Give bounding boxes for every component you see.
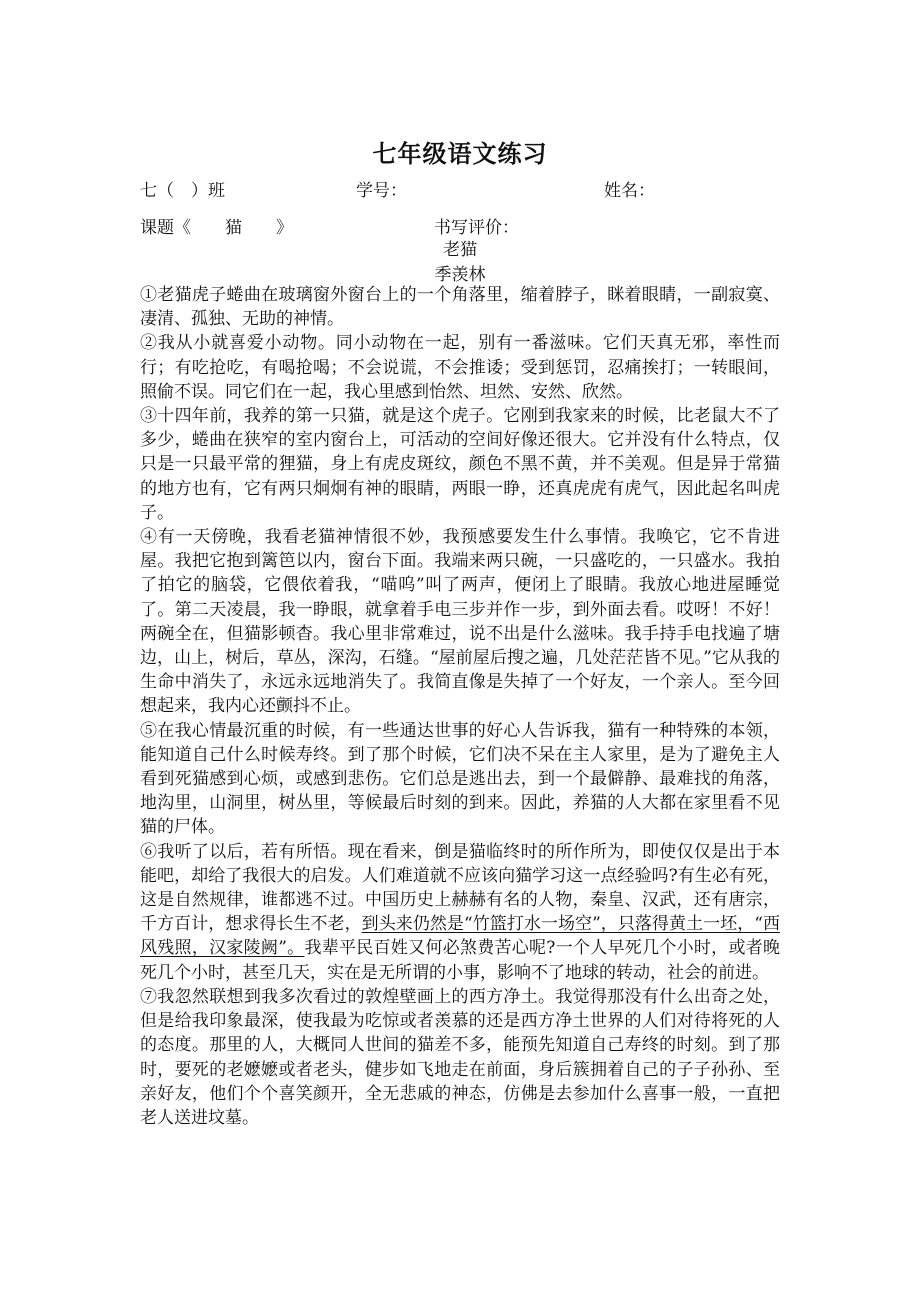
class-field-label: 七（ ）班 <box>140 181 225 201</box>
name-field-label: 姓名： <box>604 181 655 201</box>
worksheet-title: 七年级语文练习 <box>372 140 548 169</box>
paragraph-2: ②我从小就喜爱小动物。同小动物在一起，别有一番滋味。它们天真无邪，率性而行；有吃抢吃，有喝抢喝；不会说谎，不会推诿；受到惩罚，忍痛挨打；一转眼间，照偷不误。同它们在一起，我心里感到怡然、坦然、安然、欣然。 <box>140 333 780 402</box>
writing-evaluation-label: 书写评价： <box>434 218 519 238</box>
article-title: 老猫 <box>443 240 477 260</box>
lesson-topic-label: 课题《 猫 》 <box>140 218 293 238</box>
paragraph-1: ①老猫虎子蜷曲在玻璃窗外窗台上的一个角落里，缩着脖子，眯着眼睛，一副寂寞、凄清、孤独、无助的神情。 <box>140 285 780 330</box>
article-body <box>140 283 780 1130</box>
paragraph-5: ⑤在我心情最沉重的时候，有一些通达世事的好心人告诉我，猫有一种特殊的本领，能知道自己什么时候寿终。到了那个时候，它们决不呆在主人家里，是为了避免主人看到死猫感到心烦，或感到悲伤。它们总是逃出去，到一个最僻静、最难找的角落，地沟里，山洞里，树丛里，等候最后时刻的到来。因此，养猫的人大都在家里看不见猫的尸体。 <box>140 720 780 838</box>
paragraph-4: ④有一天傍晚，我看老猫神情很不妙，我预感要发生什么事情。我唤它，它不肯进屋。我把它抱到篱笆以内，窗台下面。我端来两只碗，一只盛吃的，一只盛水。我拍了拍它的脑袋，它偎依着我，“喵呜”叫了两声，便闭上了眼睛。我放心地进屋睡觉了。第二天凌晨，我一睁眼，就拿着手电三步并作一步，到外面去看。哎呀！不好！两碗全在，但猫影顿杳。我心里非常难过，说不出是什么滋味。我手持手电找遍了塘边，山上，树后，草丛，深沟，石缝。“屋前屋后搜之遍，几处茫茫皆不见。”它从我的生命中消失了，永远永远地消失了。我简直像是失掉了一个好友，一个亲人。至今回想起来，我内心还颤抖不止。 <box>140 527 780 717</box>
article-author: 季羡林 <box>434 265 486 285</box>
paragraph-6-text-after: 我辈平民百姓又何必煞费苦心呢?一个人早死几个小时，或者晚死几个小时，甚至几天，实在是无所谓的小事，影响不了地球的转动，社会的前进。 <box>140 938 780 983</box>
paragraph-7: ⑦我忽然联想到我多次看过的敦煌壁画上的西方净土。我觉得那没有什么出奇之处，但是给我印象最深，使我最为吃惊或者羡慕的还是西方净土世界的人们对待将死的人的态度。那里的人，大概同人世间的猫差不多，能预先知道自己寿终的时刻。到了那时，要死的老嬷嬷或者老头，健步如飞地走在前面，身后簇拥着自己的子子孙孙、至亲好友，他们个个喜笑颜开，全无悲戚的神态，仿佛是去参加什么喜事一般，一直把老人送进坟墓。 <box>140 986 780 1128</box>
paragraph-3: ③十四年前，我养的第一只猫，就是这个虎子。它刚到我家来的时候，比老鼠大不了多少，蜷曲在狭窄的室内窗台上，可活动的空间好像还很大。它并没有什么特点，仅只是一只最平常的狸猫，身上有虎皮斑纹，颜色不黑不黄，并不美观。但是异于常猫的地方也有，它有两只炯炯有神的眼睛，两眼一睁，还真虎虎有虎气，因此起名叫虎子。 <box>140 406 780 523</box>
underlined-sentence: 到头来仍然是“竹篮打水一场空”，只落得黄土一坯，“西风残照，汉家陵阙”。 <box>140 914 781 959</box>
paragraph-6 <box>140 840 780 985</box>
student-id-field-label: 学号： <box>356 181 407 201</box>
paragraph-6-text-before: ⑥我听了以后，若有所悟。现在看来，倒是猫临终时的所作所为，即使仅仅是出于本能吧，却给了我很大的启发。人们难道就不应该向猫学习这一点经验吗?有生必有死，这是自然规律，谁都逃不过。中国历史上赫赫有名的人物，秦皇、汉武，还有唐宗，千方百计，想求得长生不老， <box>140 841 780 935</box>
